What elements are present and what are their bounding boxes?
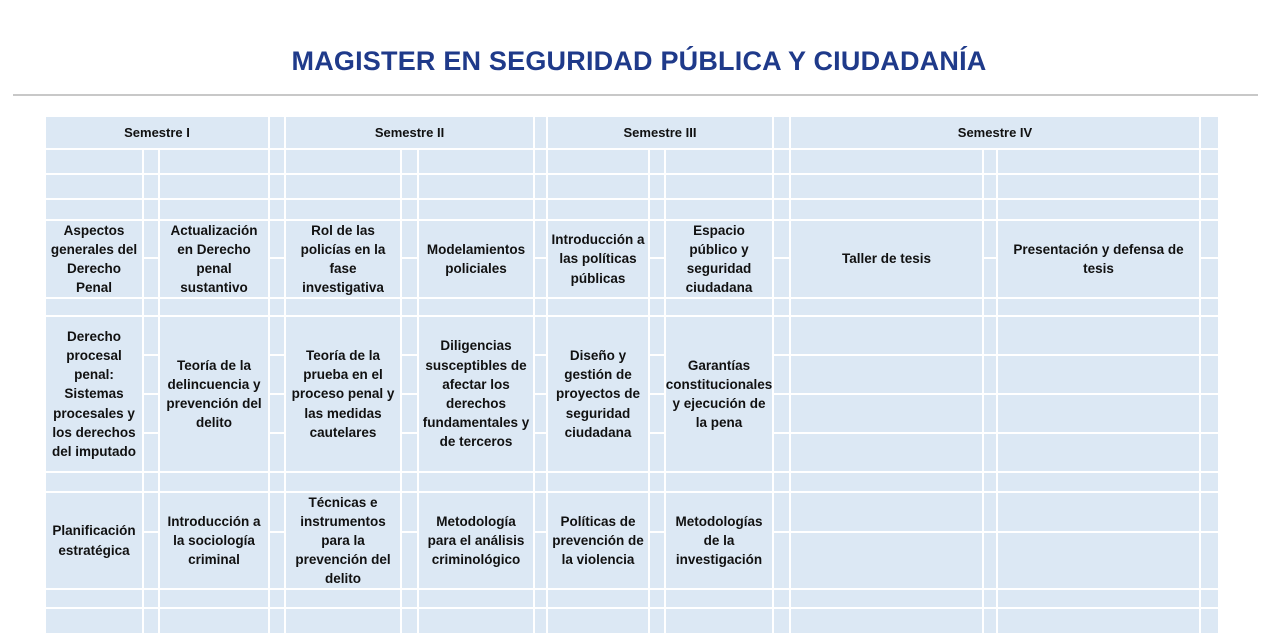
course-cell: Planificación estratégica — [46, 493, 142, 588]
grid-line — [789, 117, 791, 633]
grid-line — [46, 471, 1218, 473]
course-cell: Aspectos generales del Derecho Penal — [46, 221, 142, 297]
course-cell: Rol de las policías en la fase investigativa — [286, 221, 400, 297]
grid-line — [46, 173, 1218, 175]
grid-line — [996, 117, 998, 633]
semester-header: Semestre II — [286, 117, 533, 148]
course-cell: Teoría de la prueba en el proceso penal y las medidas cautelares — [286, 317, 400, 471]
semester-header: Semestre I — [46, 117, 268, 148]
course-cell: Diseño y gestión de proyectos de seguridad ciudadana — [548, 317, 648, 471]
grid-line — [142, 117, 144, 633]
grid-line — [46, 198, 1218, 200]
title-divider — [13, 94, 1258, 96]
semester-header: Semestre III — [548, 117, 772, 148]
course-cell: Actualización en Derecho penal sustantivo — [160, 221, 268, 297]
course-cell: Metodología para el análisis criminológico — [419, 493, 533, 588]
course-cell: Garantías constitucionales y ejecución de la pena — [666, 317, 772, 471]
grid-line — [46, 607, 1218, 609]
semester-header: Semestre IV — [791, 117, 1199, 148]
course-cell: Espacio público y seguridad ciudadana — [666, 221, 772, 297]
course-cell: Introducción a la sociología criminal — [160, 493, 268, 588]
course-cell: Teoría de la delincuencia y prevención del delito — [160, 317, 268, 471]
grid-line — [46, 148, 1218, 150]
grid-line — [533, 117, 535, 633]
grid-line — [772, 117, 774, 633]
course-cell: Diligencias susceptibles de afectar los derechos fundamentales y de terceros — [419, 317, 533, 471]
course-cell: Presentación y defensa de tesis — [998, 221, 1199, 297]
course-cell: Introducción a las políticas públicas — [548, 221, 648, 297]
grid-line — [982, 117, 984, 633]
course-cell: Técnicas e instrumentos para la prevención del delito — [286, 493, 400, 588]
course-cell: Políticas de prevención de la violencia — [548, 493, 648, 588]
grid-line — [46, 588, 1218, 590]
course-cell: Taller de tesis — [791, 221, 982, 297]
course-cell: Metodologías de la investigación — [666, 493, 772, 588]
course-cell: Derecho procesal penal: Sistemas procesales y los derechos del imputado — [46, 317, 142, 471]
curriculum-grid — [46, 117, 1218, 633]
grid-line — [268, 117, 270, 633]
grid-line — [1199, 117, 1201, 633]
course-cell: Modelamientos policiales — [419, 221, 533, 297]
grid-line — [400, 117, 402, 633]
page-title: MAGISTER EN SEGURIDAD PÚBLICA Y CIUDADANÍA — [291, 46, 987, 76]
grid-line — [648, 117, 650, 633]
